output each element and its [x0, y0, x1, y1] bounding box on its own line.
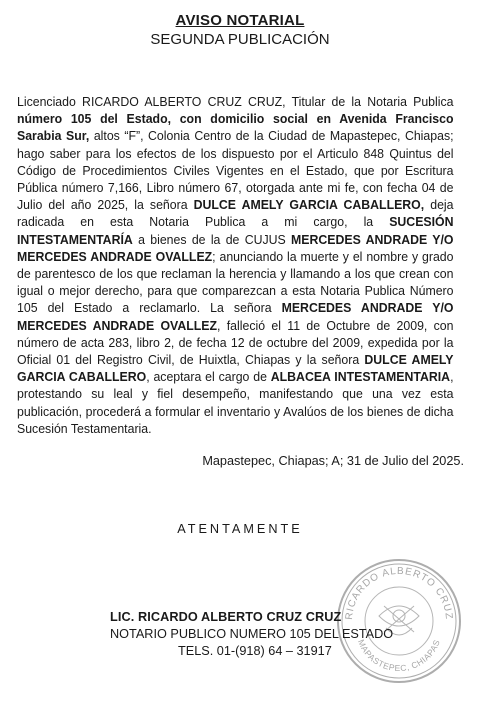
notice-title: AVISO NOTARIAL: [175, 12, 305, 29]
seal-top-text: RICARDO ALBERTO CRUZ: [343, 565, 455, 621]
body-bold-segment: MERCEDES ANDRADE Y/O MERCEDES ANDRADE OVALLEZ: [17, 232, 454, 264]
notice-body: [17, 94, 454, 438]
signatory-phone: TELS. 01-(918) 64 – 31917: [178, 644, 332, 658]
body-text-segment: deja radicada en esta Notaria Publica a mi cargo, la: [17, 198, 454, 230]
body-text-segment: , aceptara el cargo de: [146, 370, 271, 385]
place-date-line: Mapastepec, Chiapas; A; 31 de Julio del 2025.: [202, 454, 464, 468]
body-text-segment: Licenciado RICARDO ALBERTO CRUZ CRUZ, Titular de la Notaria Publica: [17, 95, 454, 109]
body-text-segment: ; anunciando la muerte y el nombre y grado de parentesco de los que reclaman la herencia y llamando a los que crean con igual o mejor derecho, para que comparezcan a esta Notaria Publica Número 105 del Estado a reclamarlo. La señora: [17, 249, 454, 316]
body-bold-segment: número 105 del Estado, con domicilio social en Avenida Francisco Sarabia Sur,: [17, 112, 454, 144]
signatory-title: NOTARIO PUBLICO NUMERO 105 DEL ESTADO: [110, 627, 394, 641]
body-bold-segment: MERCEDES ANDRADE Y/O MERCEDES ANDRADE OVALLEZ: [17, 301, 454, 333]
notice-subtitle: SEGUNDA PUBLICACIÓN: [150, 31, 330, 48]
body-text-segment: , protestando su leal y fiel desempeño, manifestando que una vez esta publicación, procederá a formular el inventario y Avalúos de los bienes de dicha Sucesión Testamentaria.: [17, 370, 454, 436]
body-bold-segment: SUCESIÓN INTESTAMENTARÍA: [17, 215, 454, 247]
body-text-segment: , falleció el 11 de Octubre de 2009, con número de acta 283, libro 2, de fecha 12 de octubre del 2009, expedida por la Oficial 01 del Registro Civil, de Huixtla, Chiapas y la señora: [17, 318, 454, 368]
body-text-segment: altos “F”, Colonia Centro de la Ciudad de Mapastepec, Chiapas; hago saber para los efectos de los dispuesto por el Articulo 848 Quintus del Código de Procedimientos Civiles Vigentes en el Estado, que por Escritura Pública número 7,166, Libro número 67, otorgada ante mi fe, con fecha 04 de Julio del año 2025, la señora: [17, 129, 454, 213]
body-bold-segment: DULCE AMELY GARCIA CABALLERO: [17, 353, 454, 385]
body-bold-segment: DULCE AMELY GARCIA CABALLERO,: [193, 198, 425, 213]
body-text-segment: a bienes de la de CUJUS: [132, 232, 292, 247]
seal-bottom-text: MAPASTEPEC, CHIAPAS: [356, 637, 442, 674]
signatory-name: LIC. RICARDO ALBERTO CRUZ CRUZ: [110, 610, 342, 624]
body-bold-segment: ALBACEA INTESTAMENTARIA: [270, 370, 451, 385]
closing-regards: ATENTAMENTE: [177, 522, 303, 536]
